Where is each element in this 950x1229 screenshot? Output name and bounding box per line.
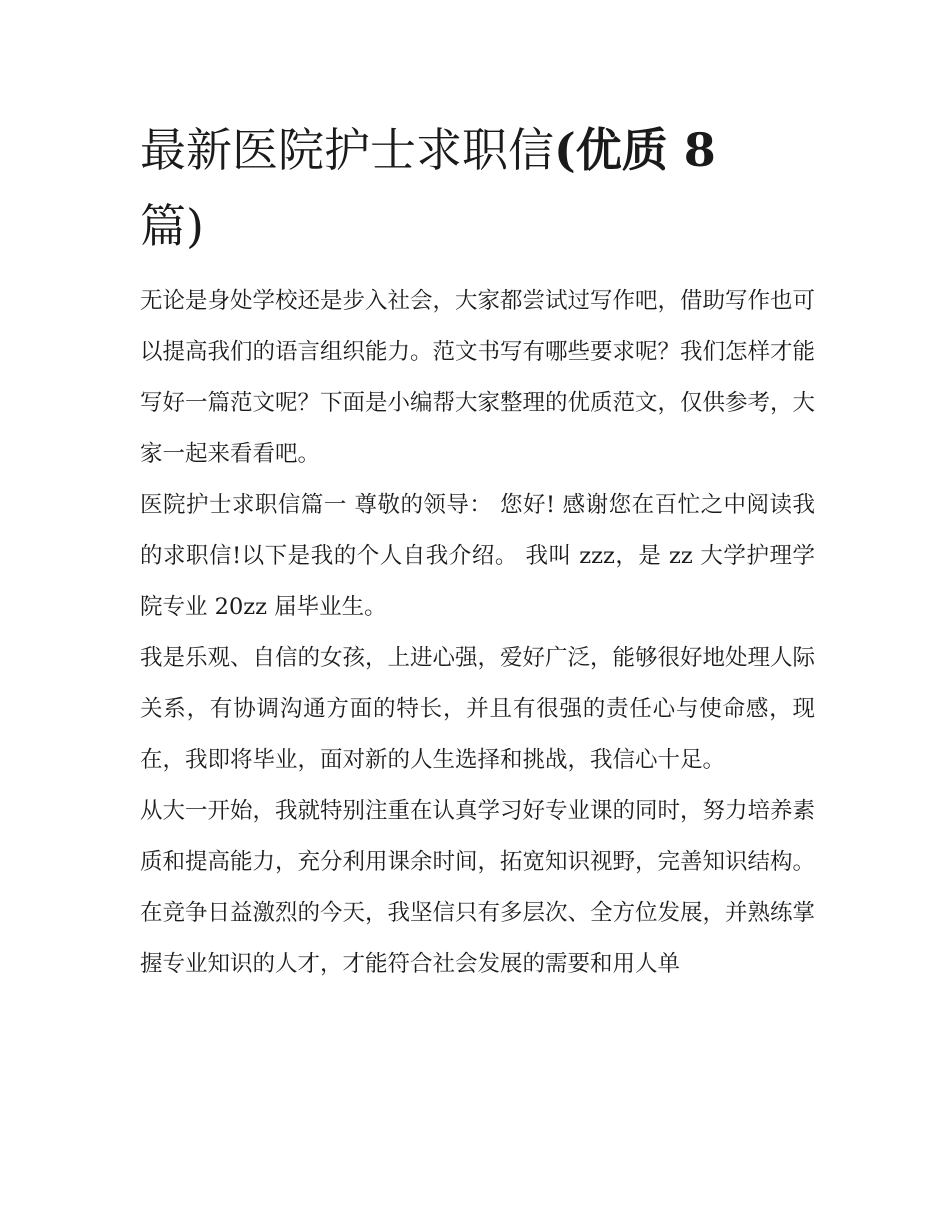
competition-paragraph: 在竞争日益激烈的今天，我坚信只有多层次、全方位发展，并熟练掌握专业知识的人才，才能符合社会发展的需要和用人单	[140, 900, 816, 977]
greeting-paragraph: 医院护士求职信篇一 尊敬的领导： 您好! 感谢您在百忙之中阅读我的求职信!以下是我的个人自我介绍。 我叫 zzz，是 zz 大学护理学院专业 20zz 届毕业生。	[140, 492, 815, 620]
title-tail: 篇)	[140, 199, 204, 253]
document-title	[140, 112, 815, 264]
personality-paragraph: 我是乐观、自信的女孩，上进心强，爱好广泛，能够很好地处理人际关系，有协调沟通方面的特长，并且有很强的责任心与使命感，现在，我即将毕业，面对新的人生选择和挑战，我信心十足。	[140, 645, 816, 773]
document-content	[140, 112, 815, 990]
title-main: 最新医院护士求职信	[140, 123, 554, 177]
intro-paragraph: 无论是身处学校还是步入社会，大家都尝试过写作吧，借助写作也可以提高我们的语言组织能力。范文书写有哪些要求呢？我们怎样才能写好一篇范文呢？下面是小编帮大家整理的优质范文，仅供参考，大家一起来看看吧。	[140, 288, 816, 467]
study-paragraph: 从大一开始，我就特别注重在认真学习好专业课的同时，努力培养素质和提高能力，充分利用课余时间，拓宽知识视野，完善知识结构。	[140, 798, 816, 875]
title-paren: (优质 8	[554, 123, 716, 177]
